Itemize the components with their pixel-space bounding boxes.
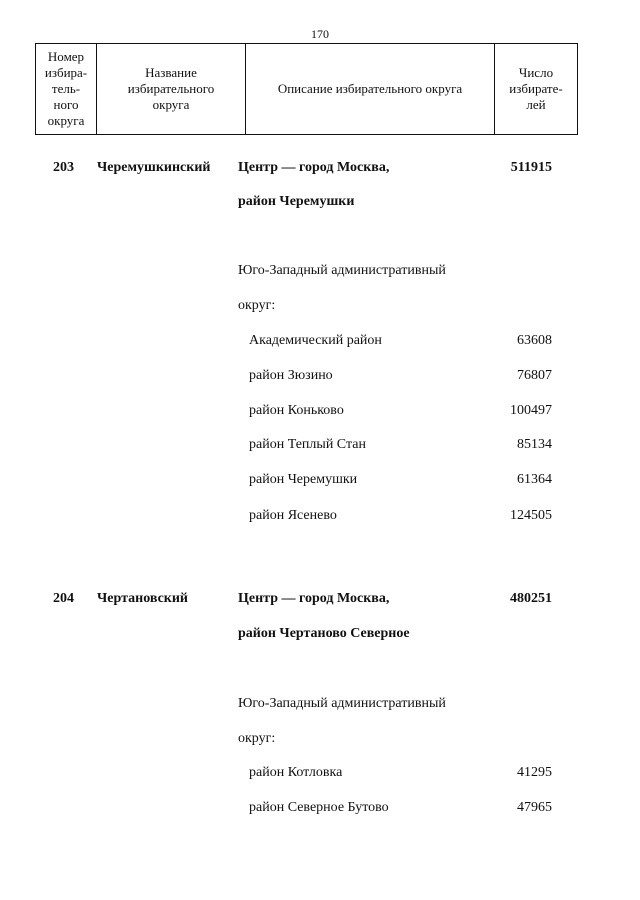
header-name-line: Название (145, 65, 197, 80)
header-district-name (97, 44, 246, 135)
admin-district-line: Юго-Западный административный (238, 696, 446, 711)
admin-district-line: Юго-Западный административный (238, 263, 446, 278)
district-name: Чертановский (97, 591, 188, 606)
header-number-line: избира- (44, 65, 88, 80)
header-number-line: Номер (47, 49, 85, 64)
area-voters: 47965 (517, 800, 552, 815)
area-voters: 41295 (517, 765, 552, 780)
header-number-line: тель- (51, 81, 81, 96)
table-header (35, 43, 578, 135)
area-voters: 76807 (517, 368, 552, 383)
district-center-line: Центр — город Москва, (238, 160, 390, 175)
admin-district-line: округ: (238, 298, 276, 313)
area-name: район Котловка (249, 765, 343, 780)
page-number: 170 (311, 27, 329, 41)
header-voters-line: лей (526, 97, 546, 112)
district-number: 204 (53, 591, 74, 606)
area-name: район Ясенево (249, 508, 337, 523)
header-name-line: избирательного (127, 81, 215, 96)
header-district-description: Описание избирательного округа (246, 44, 495, 135)
header-number-line: ного (53, 97, 79, 112)
district-number: 203 (53, 160, 74, 175)
area-name: Академический район (249, 333, 382, 348)
header-voters-line: Число (518, 65, 554, 80)
area-name: район Теплый Стан (249, 437, 366, 452)
area-name: район Коньково (249, 403, 344, 418)
admin-district-line: округ: (238, 731, 276, 746)
district-name: Черемушкинский (97, 160, 211, 175)
area-name: район Северное Бутово (249, 800, 389, 815)
area-voters: 85134 (517, 437, 552, 452)
district-center-line: Центр — город Москва, (238, 591, 390, 606)
header-voter-count (495, 44, 578, 135)
district-center-line: район Чертаново Северное (238, 626, 410, 641)
district-center-line: район Черемушки (238, 194, 355, 209)
area-voters: 100497 (510, 403, 552, 418)
district-total-voters: 511915 (510, 160, 552, 175)
header-district-number (36, 44, 97, 135)
header-number-line: округа (47, 113, 85, 128)
area-voters: 61364 (517, 472, 552, 487)
area-name: район Зюзино (249, 368, 333, 383)
header-voters-line: избирате- (509, 81, 563, 96)
area-name: район Черемушки (249, 472, 358, 487)
area-voters: 124505 (510, 508, 552, 523)
area-voters: 63608 (517, 333, 552, 348)
district-total-voters: 480251 (510, 591, 552, 606)
header-name-line: округа (152, 97, 190, 112)
